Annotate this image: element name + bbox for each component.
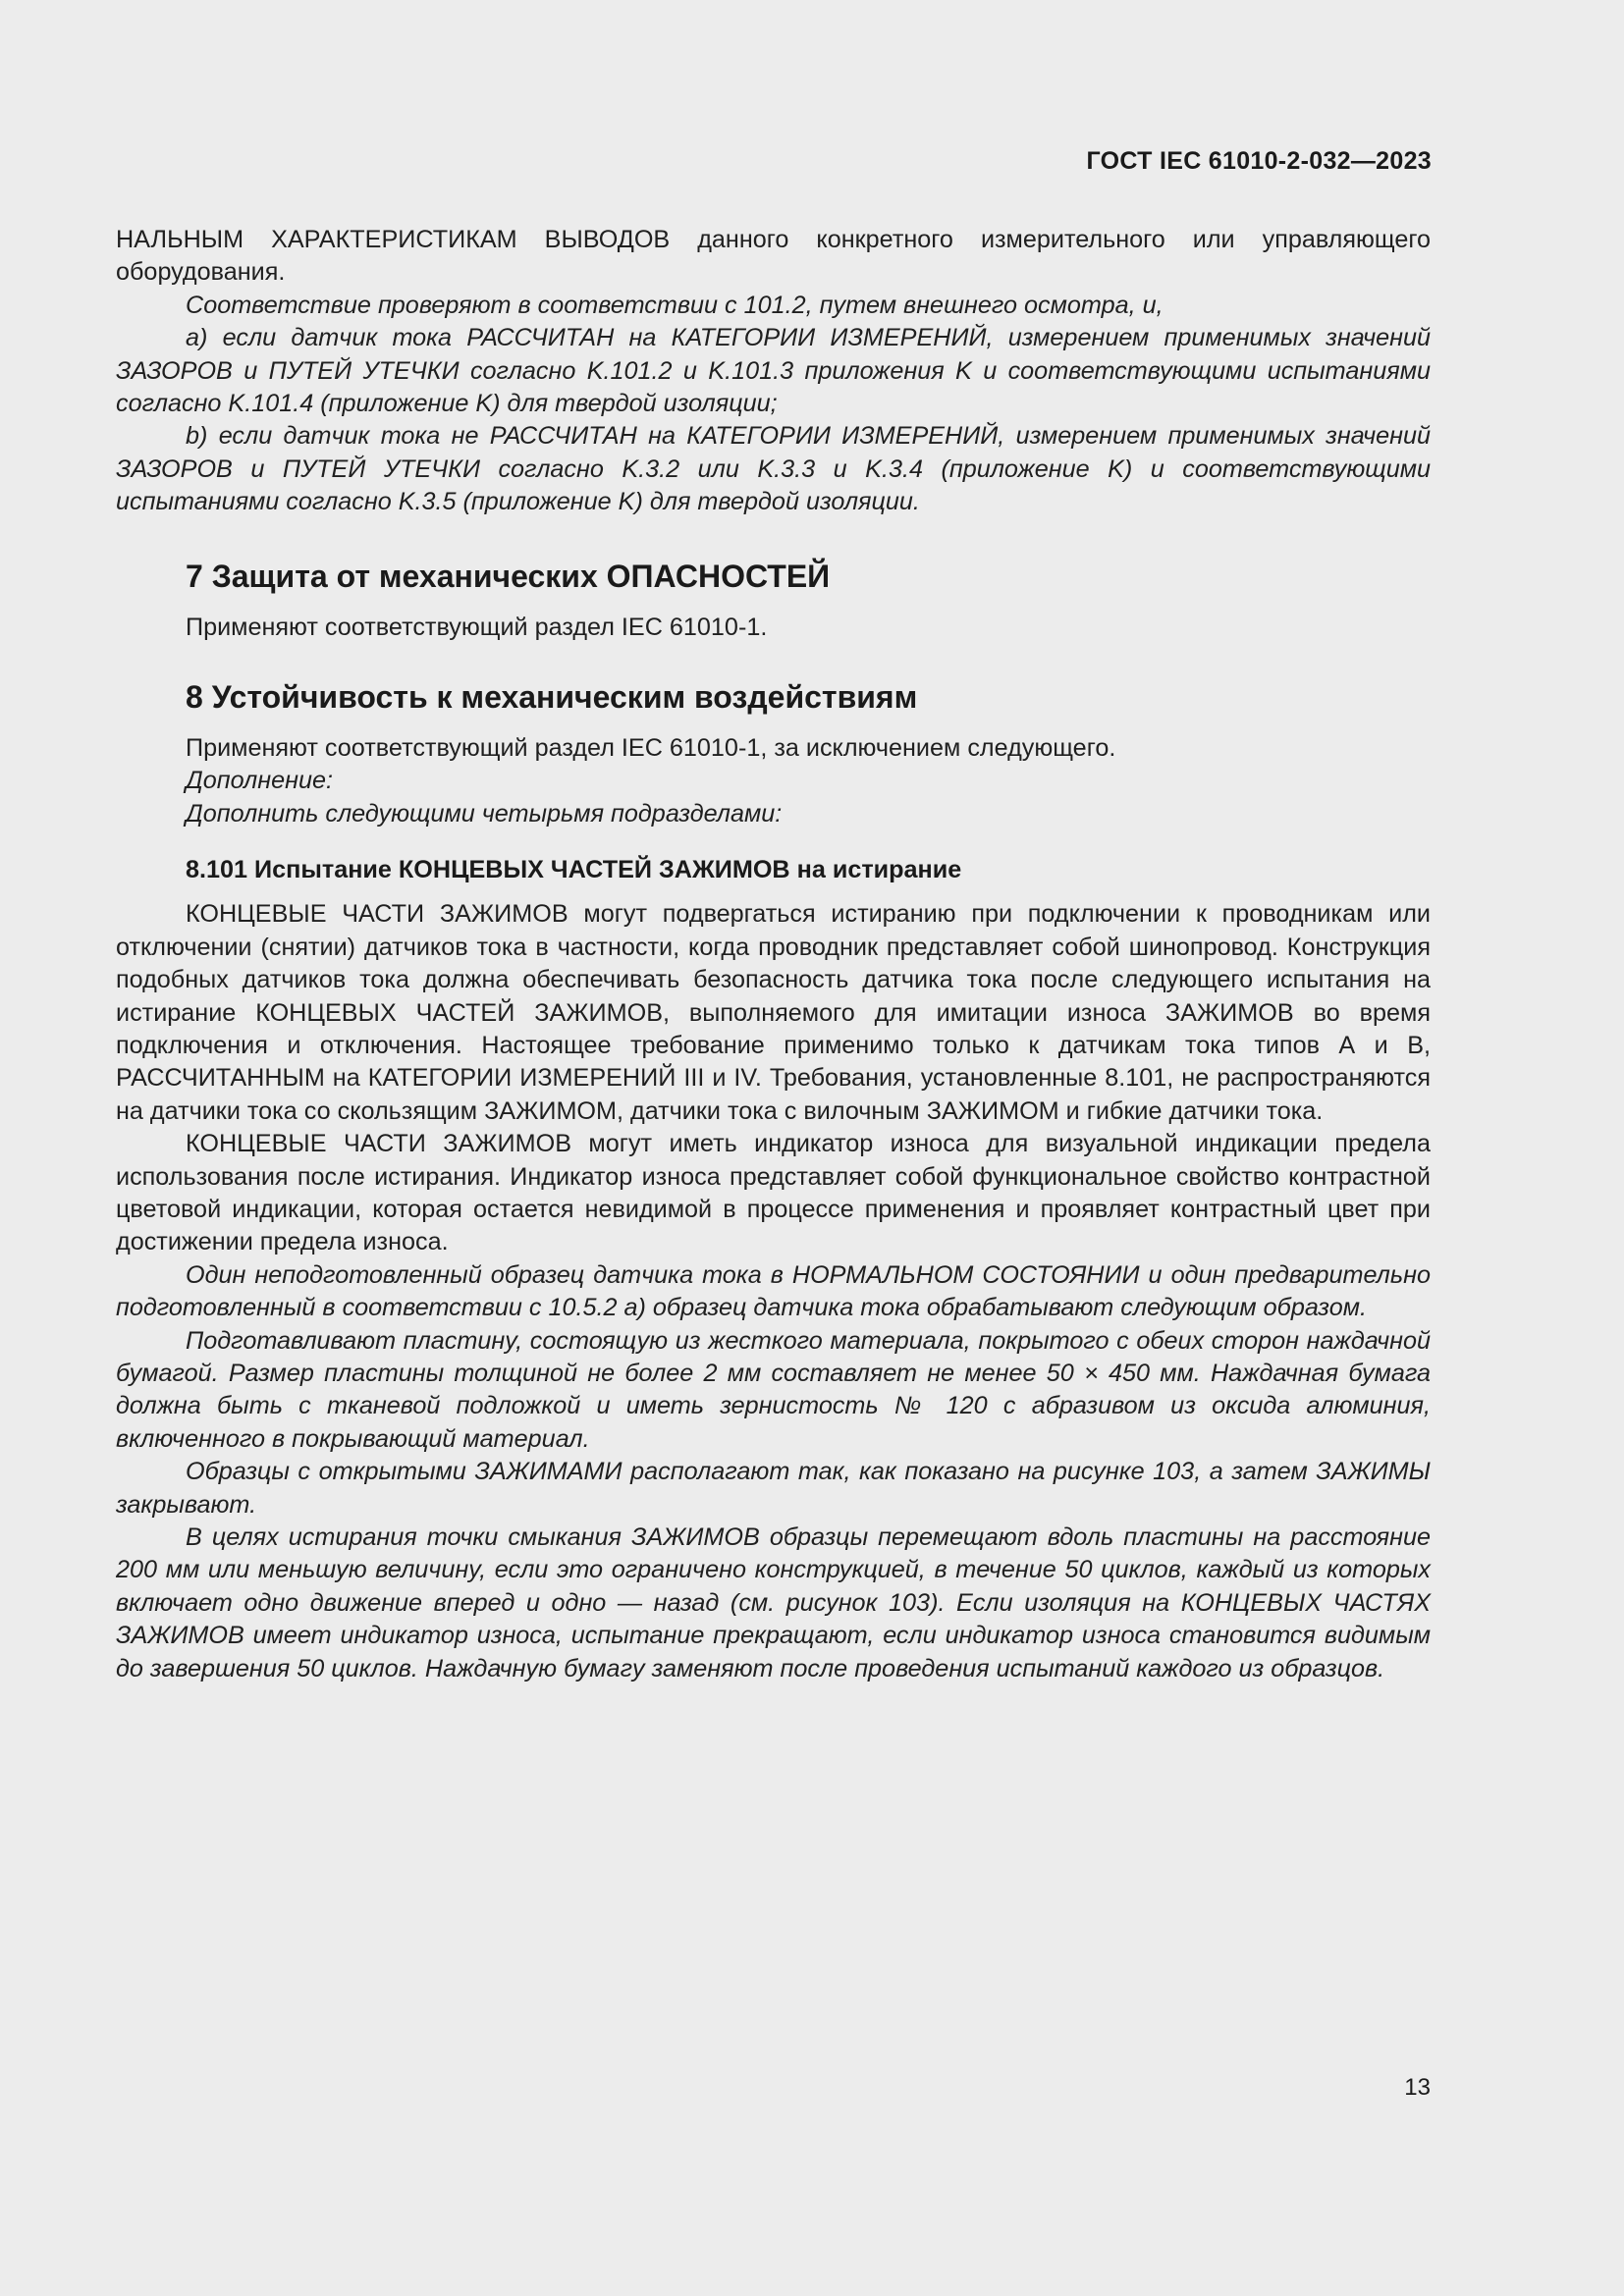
page-number: 13 [1404, 2074, 1431, 2101]
list-item-b: b) если датчик тока не РАССЧИТАН на КАТЕГОРИИ ИЗМЕРЕНИЙ, измерением применимых значений ЗАЗОРОВ и ПУТЕЙ УТЕЧКИ согласно K.3.2 или K.3.3 и K.3.4 (приложение K) и соответствующими испытаниями согласно K.3.5 (приложение K) для твердой изоляции. [116, 422, 1431, 516]
document-header: ГОСТ IEC 61010-2-032—2023 [1086, 147, 1432, 175]
compliance-paragraph: Соответствие проверяют в соответствии с 101.2, путем внешнего осмотра, и, [186, 291, 1164, 319]
section-7-text: Применяют соответствующий раздел IEC 61010-1. [186, 613, 768, 641]
subsection-paragraph-1: КОНЦЕВЫЕ ЧАСТИ ЗАЖИМОВ могут подвергаться истиранию при подключении к проводникам или отключении (снятии) датчиков тока в частности, когда проводник представляет собой шинопровод. Конструкция подобных датчиков тока должна обеспечивать безопасность датчика тока после следующего испытания на истирание КОНЦЕВЫХ ЧАСТЕЙ ЗАЖИМОВ, выполняемого для имитации износа ЗАЖИМОВ во время подключения и отключения. Настоящее требование применимо только к датчикам тока типов А и В, РАССЧИТАННЫМ на КАТЕГОРИИ ИЗМЕРЕНИЙ III и IV. Требования, установленные 8.101, не распространяются на датчики тока со скользящим ЗАЖИМОМ, датчики тока с вилочным ЗАЖИМОМ и гибкие датчики тока. [116, 900, 1431, 1125]
subsection-paragraph-2: КОНЦЕВЫЕ ЧАСТИ ЗАЖИМОВ могут иметь индикатор износа для визуальной индикации предела использования после истирания. Индикатор износа представляет собой функциональное свойство контрастной цветовой индикации, которая остается невидимой в процессе применения и проявляет контрастный цвет при достижении предела износа. [116, 1130, 1431, 1256]
continued-paragraph: НАЛЬНЫМ ХАРАКТЕРИСТИКАМ ВЫВОДОВ данного конкретного измерительного или управляющего оборудования. [116, 226, 1431, 287]
subsection-paragraph-4: Подготавливают пластину, состоящую из жесткого материала, покрытого с обеих сторон наждачной бумагой. Размер пластины толщиной не более 2 мм составляет не менее 50 × 450 мм. Наждачная бумага должна быть с тканевой подложкой и иметь зернистость № 120 с абразивом из оксида алюминия, включенного в покрывающий материал. [116, 1326, 1431, 1453]
subsection-paragraph-5: Образцы с открытыми ЗАЖИМАМИ располагают так, как показано на рисунке 103, а затем ЗАЖИМЫ закрывают. [116, 1458, 1431, 1519]
subsection-paragraph-6: В целях истирания точки смыкания ЗАЖИМОВ образцы перемещают вдоль пластины на расстояние 200 мм или меньшую величину, если это ограничено конструкцией, в течение 50 циклов, каждый из которых включает одно движение вперед и одно — назад (см. рисунок 103). Если изоляция на КОНЦЕВЫХ ЧАСТЯХ ЗАЖИМОВ имеет индикатор износа, испытание прекращают, если индикатор износа становится видимым до завершения 50 циклов. Наждачную бумагу заменяют после проведения испытаний каждого из образцов. [116, 1523, 1431, 1682]
subsection-8-101-heading: 8.101 Испытание КОНЦЕВЫХ ЧАСТЕЙ ЗАЖИМОВ на истирание [186, 856, 962, 884]
addition-label: Дополнение: [186, 767, 334, 795]
subsection-paragraph-3: Один неподготовленный образец датчика тока в НОРМАЛЬНОМ СОСТОЯНИИ и один предварительно подготовленный в соответствии с 10.5.2 а) образец датчика тока обрабатывают следующим образом. [116, 1260, 1431, 1322]
section-8-text: Применяют соответствующий раздел IEC 61010-1, за исключением следующего. [186, 734, 1116, 763]
list-item-a: a) если датчик тока РАССЧИТАН на КАТЕГОРИИ ИЗМЕРЕНИЙ, измерением применимых значений ЗАЗОРОВ и ПУТЕЙ УТЕЧКИ согласно K.101.2 и K.101.3 приложения K и соответствующими испытаниями согласно K.101.4 (приложение K) для твердой изоляции; [116, 324, 1431, 418]
document-body [116, 224, 1431, 1685]
section-7-heading: 7 Защита от механических ОПАСНОСТЕЙ [186, 558, 831, 594]
section-8-heading: 8 Устойчивость к механическим воздействиям [186, 679, 918, 716]
addition-note: Дополнить следующими четырьмя подразделами: [186, 799, 783, 828]
